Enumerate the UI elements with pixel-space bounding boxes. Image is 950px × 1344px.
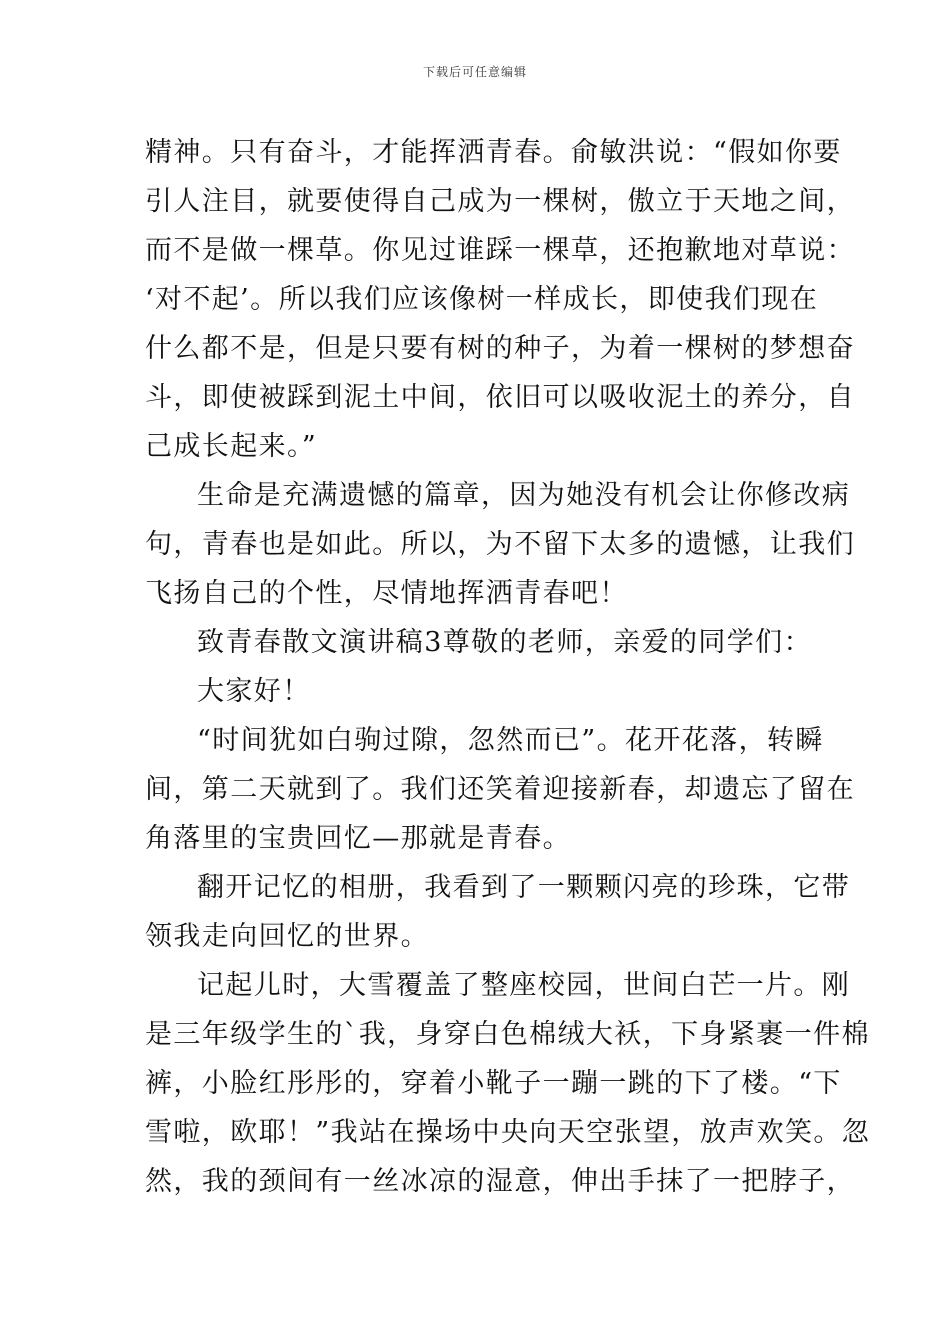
text-line: ‘对不起’。所以我们应该像树一样成长，即使我们现在 xyxy=(145,284,819,315)
text-line: 翻开记忆的相册，我看到了一颗颗闪亮的珍珠，它带 xyxy=(197,872,851,903)
text-line: 间，第二天就到了。我们还笑着迎接新春，却遗忘了留在 xyxy=(145,774,855,805)
text-line: 句，青春也是如此。所以，为不留下太多的遗憾，让我们 xyxy=(145,529,855,560)
text-line: 记起儿时，大雪覆盖了整座校园，世间白芒一片。刚 xyxy=(197,970,851,1001)
text-line: 精神。只有奋斗，才能挥洒青春。俞敏洪说：“假如你要 xyxy=(145,137,842,168)
text-line: 什么都不是，但是只要有树的种子，为着一棵树的梦想奋 xyxy=(145,333,855,364)
text-line: 雪啦，欧耶！”我站在操场中央向天空张望，放声欢笑。忽 xyxy=(145,1117,871,1148)
page-header: 下载后可任意编辑 xyxy=(422,65,527,79)
text-line: 斗，即使被踩到泥土中间，依旧可以吸收泥土的养分，自 xyxy=(145,382,855,413)
text-line: 而不是做一棵草。你见过谁踩一棵草，还抱歉地对草说： xyxy=(145,235,855,266)
text-line: 大家好！ xyxy=(197,676,311,707)
text-line: “时间犹如白驹过隙，忽然而已”。花开花落，转瞬 xyxy=(197,725,824,756)
text-line: 己成长起来。” xyxy=(145,431,318,462)
text-line: 领我走向回忆的世界。 xyxy=(145,921,429,952)
text-line: 角落里的宝贵回忆—那就是青春。 xyxy=(145,823,571,854)
text-line: 引人注目，就要使得自己成为一棵树，傲立于天地之间， xyxy=(145,186,855,217)
text-line: 生命是充满遗憾的篇章，因为她没有机会让你修改病 xyxy=(197,480,851,511)
text-line: 裤，小脸红彤彤的，穿着小靴子一蹦一跳的下了楼。“下 xyxy=(145,1068,842,1099)
text-line: 飞扬自己的个性，尽情地挥洒青春吧！ xyxy=(145,578,628,609)
text-line: 然，我的颈间有一丝冰凉的湿意，伸出手抹了一把脖子， xyxy=(145,1166,855,1197)
text-line: 致青春散文演讲稿3尊敬的老师，亲爱的同学们： xyxy=(197,627,812,658)
text-line: 是三年级学生的`我，身穿白色棉绒大袄，下身紧裹一件棉 xyxy=(145,1019,870,1050)
body-text xyxy=(145,128,871,1206)
